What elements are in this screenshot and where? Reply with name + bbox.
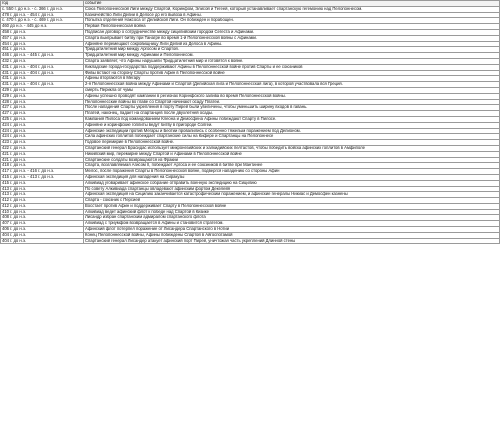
year-cell: с. 470 г. до н.э. - с. 469 г. до н.э.: [1, 18, 84, 24]
year-cell: 458 г. до н.э.: [1, 29, 84, 35]
year-cell: 408 г. до н.э.: [1, 215, 84, 221]
event-cell: Пелопоннесские войны во главе со Спартой начинают осаду Платеи.: [84, 99, 500, 105]
event-cell: Алкивиад с триумфом возвращается в Афины и становится стратегом.: [84, 221, 500, 227]
event-cell: 2-я Пелопоннесская война между Афинами и Спартой (Делийская лига и Пелопоннесская лига), в которой участвовала вся Греция.: [84, 82, 500, 88]
event-cell: Спарта выигрывает битву при Танагре во время 1-й Пелопоннесской войны с Афинами.: [84, 35, 500, 41]
year-cell: 425 г. до н.э.: [1, 116, 84, 122]
year-cell: 424 г. до н.э.: [1, 122, 84, 128]
table-body: [1, 6, 500, 244]
event-cell: Афинский флот потерпел поражение от Лисандера Спартанского в Нотии: [84, 227, 500, 233]
year-cell: 451 г. до н.э.: [1, 47, 84, 53]
event-cell: Сила афинских гоплитов побеждает спартанские силы на Кифере и Спартанцы на Пелопоннесе: [84, 134, 500, 140]
event-cell: Спарта заявляет, что Афины нарушили Тридцатилетний мир и готовятся к войне.: [84, 58, 500, 64]
year-cell: 423 г. до н.э.: [1, 140, 84, 146]
event-cell: Кикладские города-государства поддерживают Афины в Пелопоннесской войне против Спарты и ее союзников: [84, 64, 500, 70]
event-cell: Афинская экспедиция для нападения на Сиракузы: [84, 174, 500, 180]
column-header-event: событие: [84, 1, 500, 7]
year-cell: 427 г. до н.э.: [1, 111, 84, 117]
event-cell: Конец Пелопоннесской войны, Афины побеждены Спартой в Айгоспотамой: [84, 232, 500, 238]
year-cell: 421 г. до н.э.: [1, 151, 84, 157]
event-cell: Первая Пелопоннесская война: [84, 24, 500, 30]
event-cell: смерть Перикла от чумы: [84, 87, 500, 93]
event-cell: Тридцатилетний мир между Аргосом и Спартой.: [84, 47, 500, 53]
year-cell: 412 г. до н.э.: [1, 198, 84, 204]
event-cell: Спарта - союзник с Персией: [84, 198, 500, 204]
event-cell: Алкивиад ведет афинский флот к победе над Спартой в Кизике: [84, 209, 500, 215]
year-cell: 407 г. до н.э.: [1, 221, 84, 227]
event-cell: Спартанский генерал Брасидас использует микронезийских и халкидийских пелтастов, чтобы победить войска афинских гоплитов в Амфиполе: [84, 145, 500, 151]
year-cell: 404 г. до н.э.: [1, 238, 84, 244]
year-cell: 431 г. до н.э. - 404 г. до н.э.: [1, 82, 84, 88]
year-cell: 412 г. до н.э.: [1, 203, 84, 209]
year-cell: 422 г. до н.э.: [1, 145, 84, 151]
year-cell: с. 550 г. до н.э. - с. 366 г. до н.э.: [1, 6, 84, 12]
year-cell: 415 г. до н.э.: [1, 180, 84, 186]
event-cell: Афиняне и коринфские гоплиты ведут битву в пригороде Солгеи.: [84, 122, 500, 128]
event-cell: Восстает против Афин и поддерживает Спарту в Пелопоннесской войне: [84, 203, 500, 209]
table-row: [1, 238, 500, 244]
event-cell: Тридцатилетний мир между Афинами и Пелопоннесом.: [84, 53, 500, 59]
year-cell: 413 г. до н.э.: [1, 186, 84, 192]
event-cell: Годовое перемирие в Пелопоннесской войне.: [84, 140, 500, 146]
year-cell: 424 г. до н.э.: [1, 134, 84, 140]
event-cell: Афинская экспедиция на Сицилию заканчивается катастрофическим поражением, и афинские генералы Никиас и Демосфен казнены: [84, 192, 500, 198]
year-cell: 446 г. до н.э. - 445 г. до н.э.: [1, 53, 84, 59]
event-cell: Попытка отделения Наксоса от Делийской Лиги. Он побежден и порабощен.: [84, 18, 500, 24]
event-cell: После нападения Спарты укрепления в порту Пирей были увеличены, чтобы уменьшить ширину входов в гавань.: [84, 105, 500, 111]
year-cell: 415 г. до н.э. - 413 г. до н.э.: [1, 174, 84, 180]
event-cell: Казначейство Лиги Делии в Делосе до его вывоза в Афины.: [84, 12, 500, 18]
year-cell: 427 г. до н.э.: [1, 105, 84, 111]
year-cell: 413 г. до н.э.: [1, 192, 84, 198]
year-cell: 418 г. до н.э.: [1, 163, 84, 169]
year-cell: 431 г. до н.э. - 404 г. до н.э.: [1, 64, 84, 70]
year-cell: 460 до н.э. - 445 до н.э.: [1, 24, 84, 30]
year-cell: 428 г. до н.э.: [1, 99, 84, 105]
event-cell: Афинские экспедиции против Мегары и Беотии провалились с особенно тяжелым поражением под Делионом.: [84, 128, 500, 134]
event-cell: Мелос, после поражения Спарты в Пелопоннесской войне, подвергся нападению со стороны Афин: [84, 169, 500, 175]
column-header-year: год: [1, 1, 84, 7]
event-cell: Спартанские солдаты возвращаются из Фракии: [84, 157, 500, 163]
event-cell: Союз Пелопоннесской Лиги между Спартой, Коринфом, Элисой и Тегеей, который устанавливает спартанскую гегемонию над Пелопоннесом.: [84, 6, 500, 12]
year-cell: 417 г. до н.э. - 416 г. до н.э.: [1, 169, 84, 175]
event-cell: Кампания Пилоса под командованием Клеона и Демосфена Афины побеждают Спарту в Пилосе.: [84, 116, 500, 122]
year-cell: 410 г. до н.э.: [1, 209, 84, 215]
event-cell: Подписан договор о сотрудничестве между сицилийским городом Сегеста и Афинами.: [84, 29, 500, 35]
event-cell: Платей, наконец, падает на спартанцев после двухлетней осады.: [84, 111, 500, 117]
year-cell: 432 г. до н.э.: [1, 58, 84, 64]
year-cell: 406 г. до н.э.: [1, 227, 84, 233]
event-cell: Алкивиад уговаривает афинское собрание отправить военную экспедицию на Сицилию: [84, 180, 500, 186]
event-cell: Афины успешно проводят кампании в регионах Коринфского залива во время Пелопоннесской войны.: [84, 93, 500, 99]
event-cell: По совету Алкивиада спартанцы овладевают афинским фортом Декелейя: [84, 186, 500, 192]
year-cell: 429 г. до н.э.: [1, 87, 84, 93]
year-cell: 421 г. до н.э.: [1, 157, 84, 163]
year-cell: 431 г. до н.э. - 404 г. до н.э.: [1, 70, 84, 76]
year-cell: 431 г. до н.э.: [1, 76, 84, 82]
year-cell: 457 г. до н.э.: [1, 35, 84, 41]
year-cell: 454 г. до н.э.: [1, 41, 84, 47]
event-cell: Афины вторгаются в Мегару: [84, 76, 500, 82]
event-cell: Спарта, возглавляемая Агисом II, побеждает Аргоса и ее союзников в битве при Мантинее: [84, 163, 500, 169]
year-cell: 424 г. до н.э.: [1, 128, 84, 134]
event-cell: Афиняне перемещают сокровищницу Лиги Делий из Делоса в Афины.: [84, 41, 500, 47]
event-cell: Спартанский генерал Лисандер атакует афинский порт Пирей, уничтожая часть укреплений Длинной стены: [84, 238, 500, 244]
year-cell: 478 г. до н.э. - 454 г. до н.э.: [1, 12, 84, 18]
event-cell: Лисандр избран спартанским адмиралом спартанского флота: [84, 215, 500, 221]
year-cell: 404 г. до н.э.: [1, 232, 84, 238]
year-cell: 429 г. до н.э.: [1, 93, 84, 99]
event-cell: Никийский мир, перемирие между Спартой и Афинами в Пелопоннесской войне: [84, 151, 500, 157]
event-cell: Фивы встают на сторону Спарты против Афин в Пелопоннесской войне: [84, 70, 500, 76]
